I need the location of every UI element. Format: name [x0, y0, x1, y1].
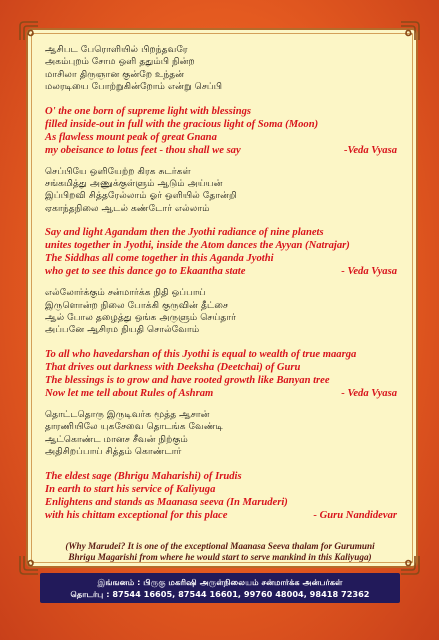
tamil-line: ஆட்கொண்ட மானச சீவன் நிற்கும் — [45, 433, 188, 445]
tamil-line: தாரணியிலே யுகசேவை தொடங்க வேண்டி — [45, 421, 223, 433]
english-translation — [45, 226, 397, 278]
tamil-line: அதிசிறப்பாய் சித்தம் கொண்டார் — [45, 446, 182, 458]
tamil-line: ஆசிபட பேரொளியில் பிறந்தவரே — [45, 44, 188, 55]
english-line-with-attribution — [45, 144, 397, 157]
english-line: with his chittam exceptional for this place — [45, 509, 228, 521]
footnote-line: Bhrigu Magarishi from where he would start to serve mankind in this Kaliyuga) — [68, 552, 372, 562]
tamil-verse — [45, 166, 397, 216]
english-line: filled inside-out in full with the gracious light of Soma (Moon) — [45, 118, 319, 130]
tamil-verse — [45, 409, 397, 459]
verse-content — [45, 44, 397, 531]
english-line: Now let me tell about Rules of Ashram — [45, 387, 214, 399]
tamil-line: அப்பனே ஆசிரம நியதி சொல்வோம் — [45, 324, 200, 336]
tamil-line: சங்கமித்து அணுக்குள்ளும் ஆடும் அய்யன் — [45, 178, 223, 190]
english-line: my obeisance to lotus feet - thou shall we say — [45, 144, 241, 156]
english-line: In earth to start his service of Kaliyuga — [45, 483, 216, 495]
tamil-line: தொட்டதொரு இருடிவர்க மூத்த ஆசான் — [45, 408, 210, 420]
attribution: - Veda Vyasa — [341, 387, 397, 399]
tamil-line: ஏகாந்தநிலை ஆடல் கண்டோர் எல்லாம் — [45, 202, 210, 214]
tamil-line: எல்லோர்க்கும் சன்மார்க்க நிதி ஒப்பாய் — [45, 287, 206, 299]
footer-contact-numbers: தொடர்பு : 87544 16605, 87544 16601, 99760 48004, 98418 72362 — [70, 589, 370, 599]
corner-ornament-icon — [18, 20, 40, 42]
corner-ornament-icon — [399, 20, 421, 42]
english-line: who get to see this dance go to Ekaantha state — [45, 266, 246, 278]
english-line: The eldest sage (Bhrigu Maharishi) of Irudis — [45, 470, 242, 482]
footnote-line: (Why Marudei? It is one of the exceptional Maanasa Seeva thalam for Gurumuni — [65, 541, 375, 551]
corner-ornament-icon — [18, 554, 40, 576]
tamil-verse — [45, 287, 397, 337]
contact-footer-bar — [40, 573, 400, 603]
footnote — [40, 541, 400, 563]
english-line: That drives out darkness with Deeksha (Deetchai) of Guru — [45, 361, 301, 373]
attribution: - Veda Vyasa — [341, 266, 397, 278]
tamil-verse — [45, 44, 397, 94]
tamil-line: இருளொன்ற நிலை போக்கி குருவின் தீட்சை — [45, 299, 229, 311]
attribution: -Veda Vyasa — [343, 144, 397, 156]
tamil-line: ஆல் போல தழைத்து ஒங்க அருளும் செய்தார் — [45, 312, 236, 324]
tamil-line: அகம்புறம் சோம ஒளி ததும்பி நின்ற — [45, 56, 195, 68]
english-line: unites together in Jyothi, inside the Atom dances the Ayyan (Natrajar) — [45, 240, 350, 252]
english-line: As flawless mount peak of great Gnana — [45, 131, 217, 143]
tamil-line: மாசிலா திருஞான குன்றே உந்தன் — [45, 68, 185, 80]
tamil-line: செப்பியே ஒளியேற்ற கிரக சுடர்கள் — [45, 165, 191, 177]
attribution: - Guru Nandidevar — [313, 509, 397, 521]
english-line: O' the one born of supreme light with blessings — [45, 105, 252, 117]
english-translation — [45, 470, 397, 522]
english-translation — [45, 105, 397, 157]
english-line: To all who havedarshan of this Jyothi is equal to wealth of true maarga — [45, 348, 357, 360]
english-line: Say and light Agandam then the Jyothi radiance of nine planets — [45, 227, 324, 239]
footer-sender: இங்ஙனம் : பிருகு மகரிஷி அருள்நிலையம் சன்மார்க்க அன்பர்கள் — [97, 577, 343, 587]
english-line: The Siddhas all come together in this Aganda Jyothi — [45, 253, 274, 265]
tamil-line: இப்பிறவி சித்தரேல்லாம் ஓர் ஒளியில் தோன்றி — [45, 190, 237, 202]
english-line-with-attribution — [45, 387, 397, 400]
english-translation — [45, 348, 397, 400]
english-line-with-attribution — [45, 509, 397, 522]
english-line: The blessings is to grow and have rooted growth like Banyan tree — [45, 374, 330, 386]
corner-ornament-icon — [399, 554, 421, 576]
english-line-with-attribution — [45, 265, 397, 278]
tamil-line: மலரடியை போற்றுகின்றோம் என்று செப்பி — [45, 81, 223, 93]
english-line: Enlightens and stands as Maanasa seeva (In Maruderi) — [45, 496, 288, 508]
